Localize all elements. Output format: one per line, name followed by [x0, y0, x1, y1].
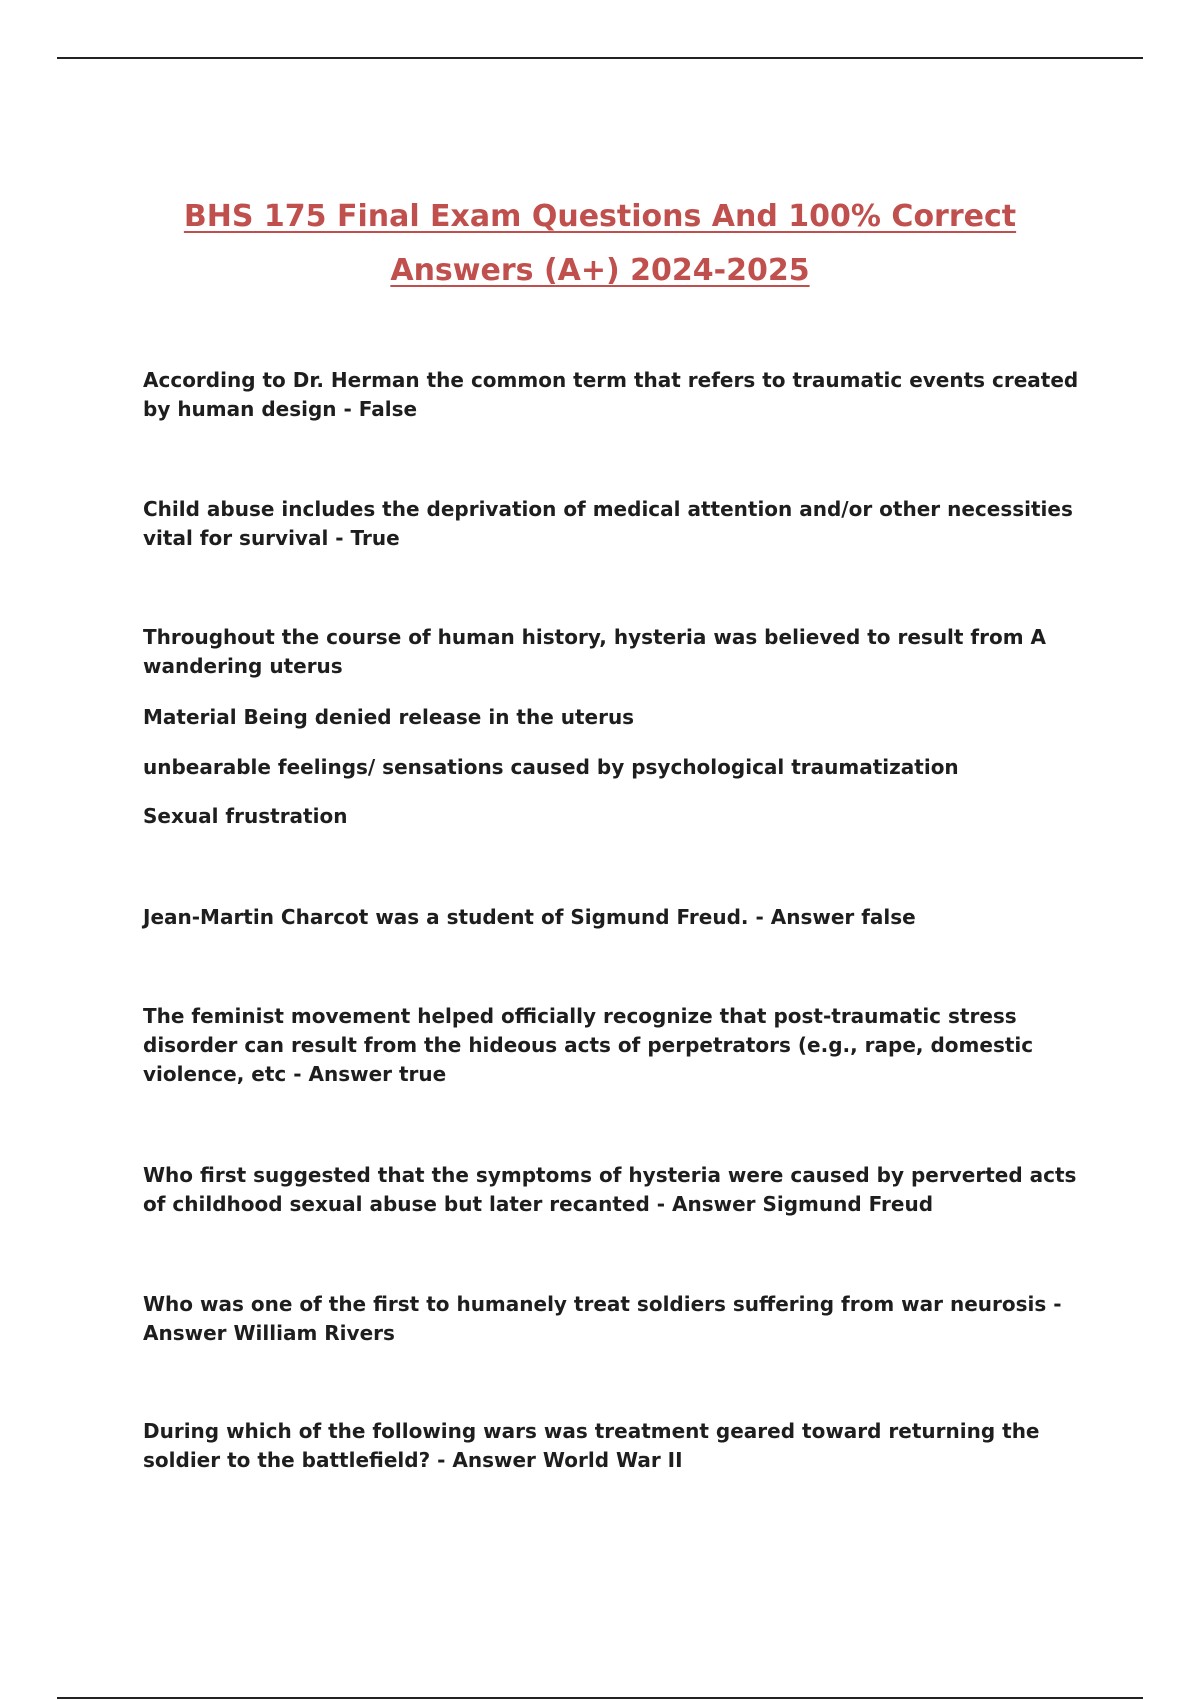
question-3: Throughout the course of human history, hysteria was believed to result from A wandering uterus	[143, 625, 1047, 678]
top-rule	[57, 57, 1143, 59]
question-3-option-4: Sexual frustration	[143, 804, 348, 828]
question-3-option-2: Material Being denied release in the uterus	[143, 705, 635, 729]
bottom-rule	[57, 1697, 1143, 1699]
question-8: During which of the following wars was treatment geared toward returning the soldier to the battlefield? - Answer World War II	[143, 1419, 1040, 1472]
question-1: According to Dr. Herman the common term that refers to traumatic events created by human design - False	[143, 368, 1079, 421]
question-7: Who was one of the first to humanely treat soldiers suffering from war neurosis - Answer William Rivers	[143, 1292, 1062, 1345]
question-2: Child abuse includes the deprivation of medical attention and/or other necessities vital for survival - True	[143, 497, 1073, 550]
question-3-option-3: unbearable feelings/ sensations caused by psychological traumatization	[143, 755, 959, 779]
page-title	[0, 190, 1200, 298]
title-line-2: Answers (A+) 2024-2025	[390, 253, 810, 288]
title-line-1: BHS 175 Final Exam Questions And 100% Correct	[183, 199, 1017, 234]
question-5: The feminist movement helped officially recognize that post-traumatic stress disorder can result from the hideous acts of perpetrators (e.g., rape, domestic violence, etc - Answer true	[143, 1004, 1034, 1086]
question-6: Who first suggested that the symptoms of hysteria were caused by perverted acts of childhood sexual abuse but later recanted - Answer Sigmund Freud	[143, 1163, 1077, 1216]
question-4: Jean-Martin Charcot was a student of Sigmund Freud. - Answer false	[143, 905, 916, 929]
